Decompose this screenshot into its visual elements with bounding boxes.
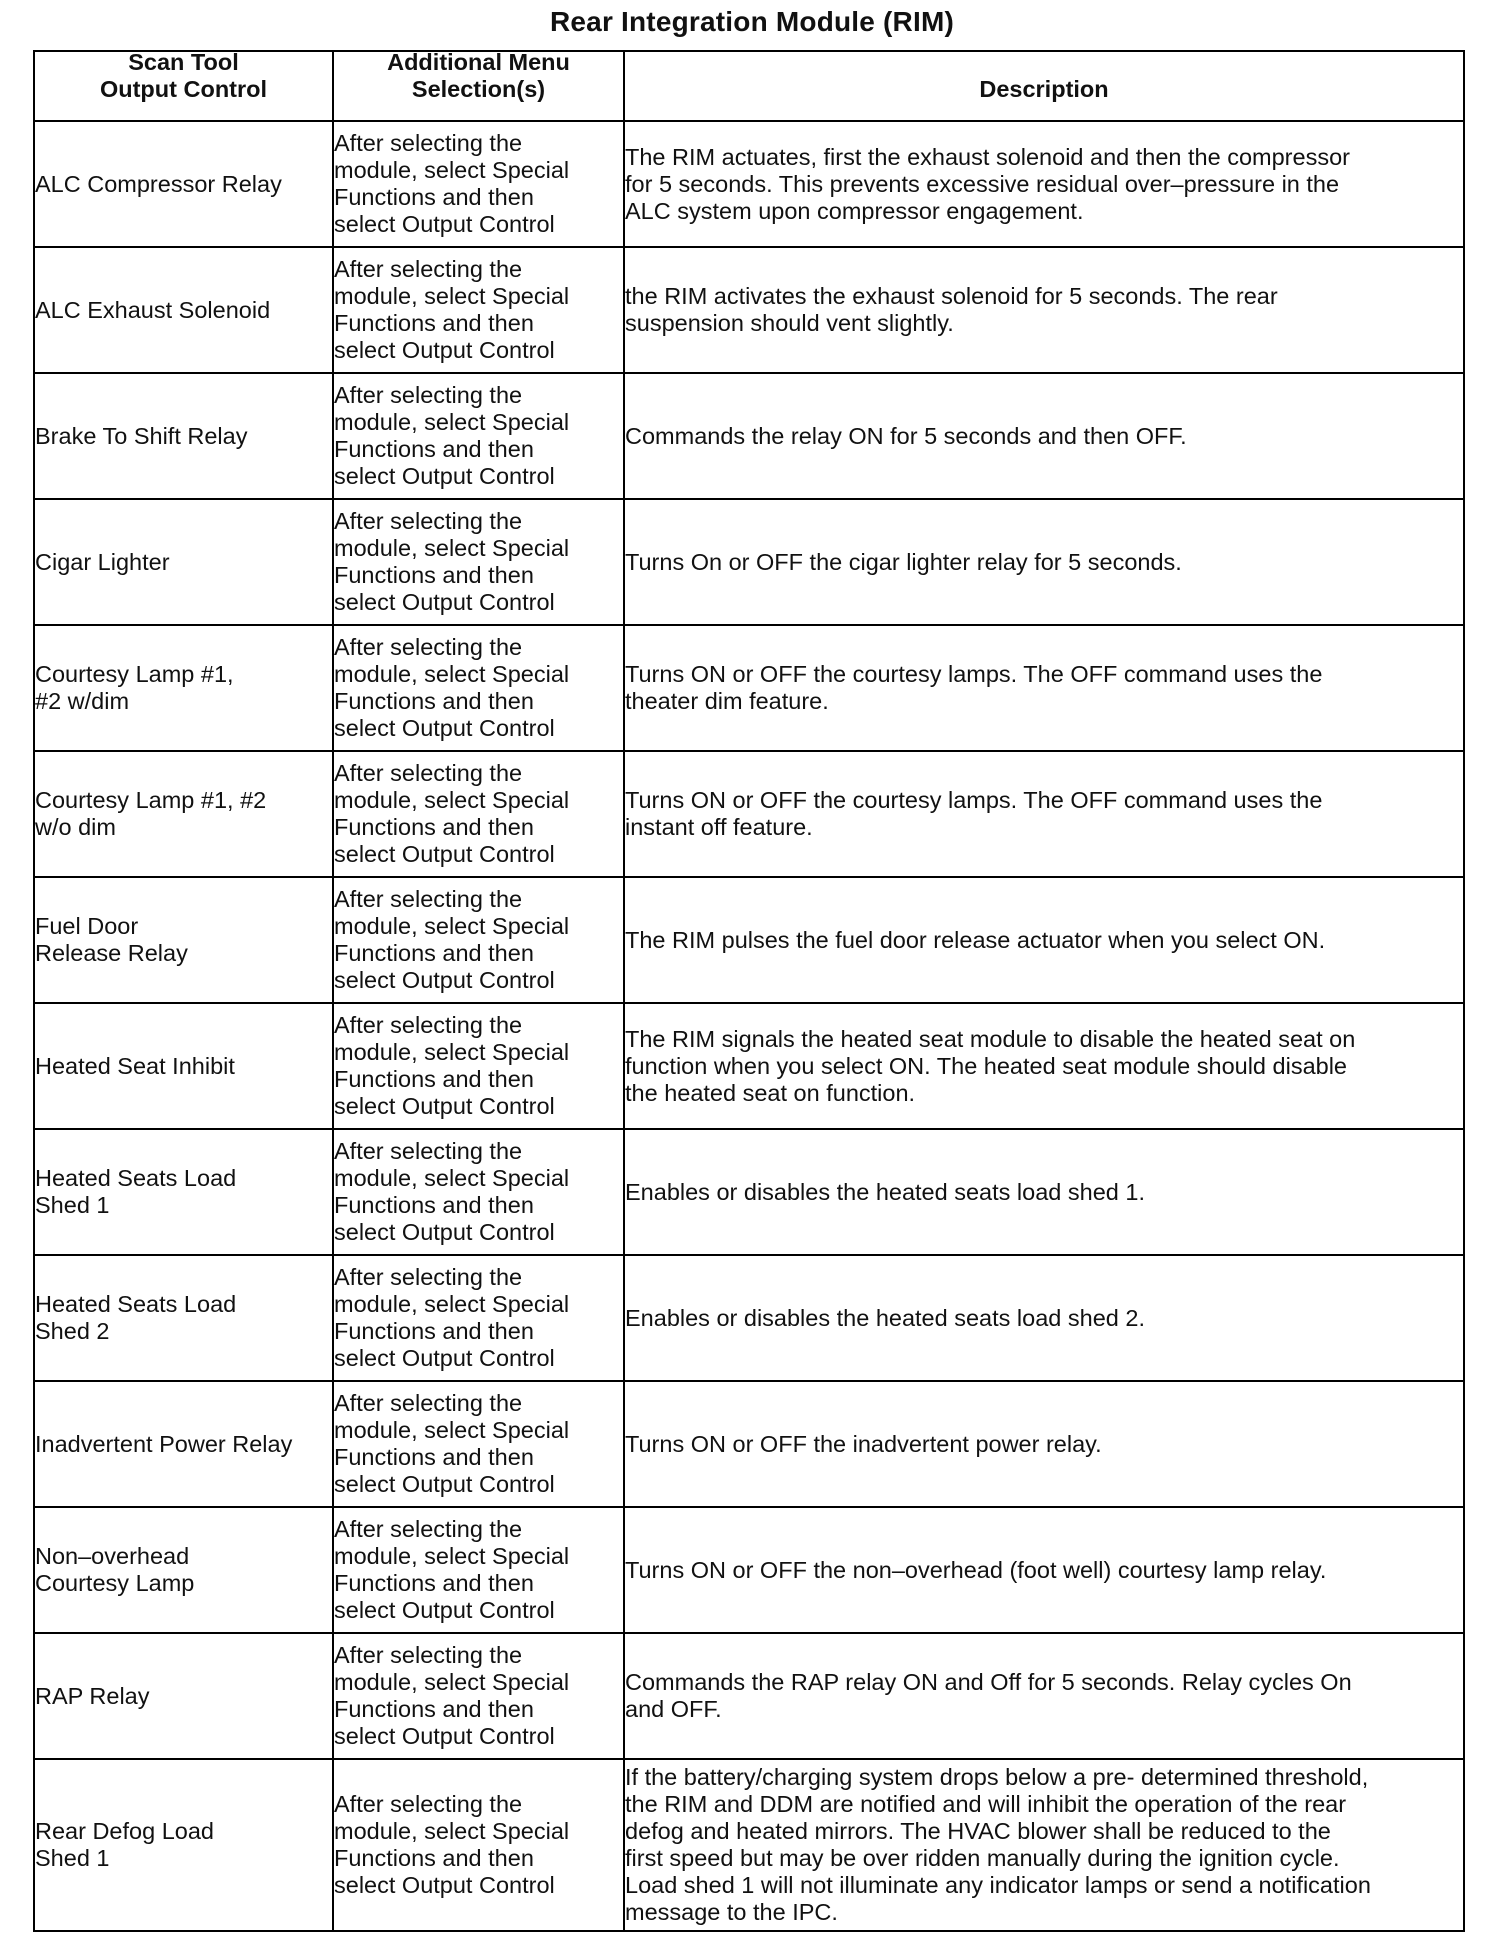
- cell-output-control: Brake To Shift Relay: [34, 373, 333, 499]
- cell-description: Turns ON or OFF the non–overhead (foot well) courtesy lamp relay.: [624, 1507, 1464, 1633]
- cell-output-control: ALC Exhaust Solenoid: [34, 247, 333, 373]
- cell-description: Turns ON or OFF the courtesy lamps. The OFF command uses the theater dim feature.: [624, 625, 1464, 751]
- cell-output-control: Courtesy Lamp #1, #2 w/dim: [34, 625, 333, 751]
- table-row: [34, 121, 1464, 247]
- table-row: [34, 499, 1464, 625]
- cell-description: Commands the RAP relay ON and Off for 5 seconds. Relay cycles On and OFF.: [624, 1633, 1464, 1759]
- header-additional-menu-selections: [333, 51, 624, 121]
- page-title: Rear Integration Module (RIM): [549, 6, 955, 37]
- cell-description: Turns ON or OFF the courtesy lamps. The OFF command uses the instant off feature.: [624, 751, 1464, 877]
- cell-menu-selection: After selecting the module, select Special Functions and then select Output Control: [333, 499, 624, 625]
- table-row: [34, 751, 1464, 877]
- cell-menu-selection: After selecting the module, select Special Functions and then select Output Control: [333, 247, 624, 373]
- cell-output-control: Non–overhead Courtesy Lamp: [34, 1507, 333, 1633]
- cell-output-control: Courtesy Lamp #1, #2 w/o dim: [34, 751, 333, 877]
- cell-description: The RIM signals the heated seat module to disable the heated seat on function when you select ON. The heated seat module should disable the heated seat on function.: [624, 1003, 1464, 1129]
- header-label: Additional Menu Selection(s): [387, 49, 570, 102]
- table-row: [34, 373, 1464, 499]
- cell-menu-selection: After selecting the module, select Special Functions and then select Output Control: [333, 373, 624, 499]
- cell-description: The RIM actuates, first the exhaust solenoid and then the compressor for 5 seconds. This prevents excessive residual over–pressure in the ALC system upon compressor engagement.: [624, 121, 1464, 247]
- header-scan-tool-output-control: [34, 51, 333, 121]
- cell-description: the RIM activates the exhaust solenoid for 5 seconds. The rear suspension should vent slightly.: [624, 247, 1464, 373]
- cell-menu-selection: After selecting the module, select Special Functions and then select Output Control: [333, 1759, 624, 1931]
- table-row: [34, 1507, 1464, 1633]
- cell-menu-selection: After selecting the module, select Special Functions and then select Output Control: [333, 121, 624, 247]
- cell-output-control: ALC Compressor Relay: [34, 121, 333, 247]
- cell-description: Turns On or OFF the cigar lighter relay for 5 seconds.: [624, 499, 1464, 625]
- cell-output-control: Rear Defog Load Shed 1: [34, 1759, 333, 1931]
- table-row: [34, 1003, 1464, 1129]
- cell-description: Commands the relay ON for 5 seconds and then OFF.: [624, 373, 1464, 499]
- cell-description: Enables or disables the heated seats load shed 2.: [624, 1255, 1464, 1381]
- cell-description: Enables or disables the heated seats load shed 1.: [624, 1129, 1464, 1255]
- cell-output-control: Heated Seat Inhibit: [34, 1003, 333, 1129]
- cell-menu-selection: After selecting the module, select Special Functions and then select Output Control: [333, 1255, 624, 1381]
- table-row: [34, 877, 1464, 1003]
- cell-output-control: Inadvertent Power Relay: [34, 1381, 333, 1507]
- cell-output-control: Heated Seats Load Shed 1: [34, 1129, 333, 1255]
- cell-description: If the battery/charging system drops below a pre- determined threshold, the RIM and DDM are notified and will inhibit the operation of the rear defog and heated mirrors. The HVAC blower shall be reduced to the first speed but may be over ridden manually during the ignition cycle. Load shed 1 will not illuminate any indicator lamps or send a notification message to the IPC.: [624, 1759, 1464, 1931]
- cell-description: The RIM pulses the fuel door release actuator when you select ON.: [624, 877, 1464, 1003]
- cell-output-control: Fuel Door Release Relay: [34, 877, 333, 1003]
- cell-output-control: Heated Seats Load Shed 2: [34, 1255, 333, 1381]
- table-row: [34, 1129, 1464, 1255]
- table-row: [34, 1381, 1464, 1507]
- table-header-row: [34, 51, 1464, 121]
- header-label: Description: [979, 75, 1109, 102]
- cell-menu-selection: After selecting the module, select Special Functions and then select Output Control: [333, 1633, 624, 1759]
- cell-menu-selection: After selecting the module, select Special Functions and then select Output Control: [333, 1507, 624, 1633]
- rim-output-control-table: [33, 50, 1465, 1932]
- table-row: [34, 1759, 1464, 1931]
- cell-menu-selection: After selecting the module, select Special Functions and then select Output Control: [333, 1129, 624, 1255]
- cell-menu-selection: After selecting the module, select Special Functions and then select Output Control: [333, 1003, 624, 1129]
- cell-menu-selection: After selecting the module, select Special Functions and then select Output Control: [333, 751, 624, 877]
- cell-menu-selection: After selecting the module, select Special Functions and then select Output Control: [333, 877, 624, 1003]
- table-row: [34, 247, 1464, 373]
- header-description: [624, 51, 1464, 121]
- table-row: [34, 1255, 1464, 1381]
- cell-menu-selection: After selecting the module, select Special Functions and then select Output Control: [333, 1381, 624, 1507]
- table-row: [34, 625, 1464, 751]
- cell-output-control: RAP Relay: [34, 1633, 333, 1759]
- cell-description: Turns ON or OFF the inadvertent power relay.: [624, 1381, 1464, 1507]
- table-row: [34, 1633, 1464, 1759]
- cell-output-control: Cigar Lighter: [34, 499, 333, 625]
- header-label: Scan Tool Output Control: [99, 49, 268, 102]
- cell-menu-selection: After selecting the module, select Special Functions and then select Output Control: [333, 625, 624, 751]
